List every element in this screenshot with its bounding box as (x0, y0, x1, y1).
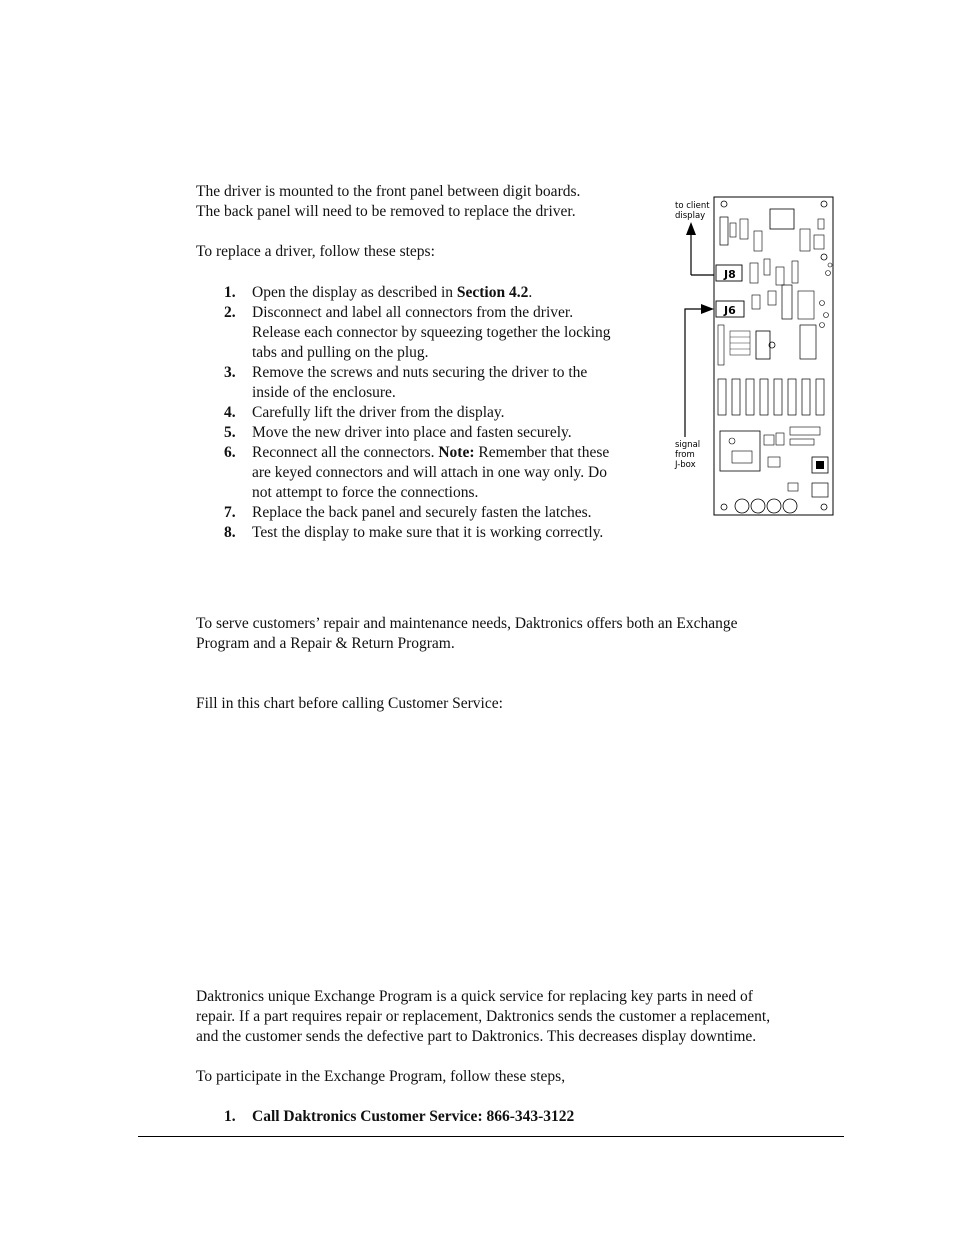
arrow-in-icon (685, 304, 714, 437)
list-item: 4. Carefully lift the driver from the display. (224, 404, 505, 421)
intro-paragraph (196, 182, 580, 222)
list-item: 7. Replace the back panel and securely fasten the latches. (224, 504, 592, 521)
exchange-paragraph: Daktronics unique Exchange Program is a quick service for replacing key parts in need of repair. If a part requires repair or replacement, Daktronics sends the customer a replacement, and the customer sends the defective part to Daktronics. This decreases display downtime. (196, 988, 771, 1045)
j8-label: J8 (724, 268, 736, 281)
list-item: 1. Open the display as described in Section 4.2. (224, 284, 533, 301)
driver-board-figure (672, 195, 835, 518)
arrow-up-icon (686, 222, 715, 275)
label-signal-3: J-box (675, 460, 696, 470)
steps-intro: To replace a driver, follow these steps: (196, 243, 435, 260)
label-signal-1: signal (675, 440, 701, 450)
label-to-client-display-1: to client (675, 201, 710, 211)
j6-label: J6 (724, 304, 736, 317)
list-item: 3. Remove the screws and nuts securing the driver to the inside of the enclosure. (224, 364, 588, 401)
list-item: 6. Reconnect all the connectors. Note: Remember that these are keyed connectors and will attach in one way only. Do not attempt to force the connections. (224, 444, 610, 501)
label-signal-2: from (675, 450, 695, 460)
replacement-steps (224, 283, 611, 543)
call-customer-service: Call Daktronics Customer Service: 866-343-3122 (252, 1108, 575, 1125)
exchange-intro: To participate in the Exchange Program, follow these steps, (196, 1068, 566, 1085)
label-to-client-display-2: display (675, 211, 706, 221)
intro-line-1: The driver is mounted to the front panel between digit boards. (196, 183, 581, 200)
chart-intro: Fill in this chart before calling Customer Service: (196, 695, 503, 712)
list-item: 8. Test the display to make sure that it is working correctly. (224, 524, 604, 541)
service-paragraph: To serve customers’ repair and maintenance needs, Daktronics offers both an Exchange Program and a Repair & Return Program. (196, 615, 738, 652)
list-item: 1. Call Daktronics Customer Service: 866-343-3122 (224, 1108, 575, 1125)
list-item: 5. Move the new driver into place and fasten securely. (224, 424, 572, 441)
exchange-steps (224, 1107, 574, 1127)
list-item: 2. Disconnect and label all connectors from the driver. Release each connector by squeezing together the locking tabs and pulling on the plug. (224, 304, 611, 361)
footer-rule (138, 1136, 844, 1137)
intro-line-2: The back panel will need to be removed to replace the driver. (196, 203, 576, 220)
